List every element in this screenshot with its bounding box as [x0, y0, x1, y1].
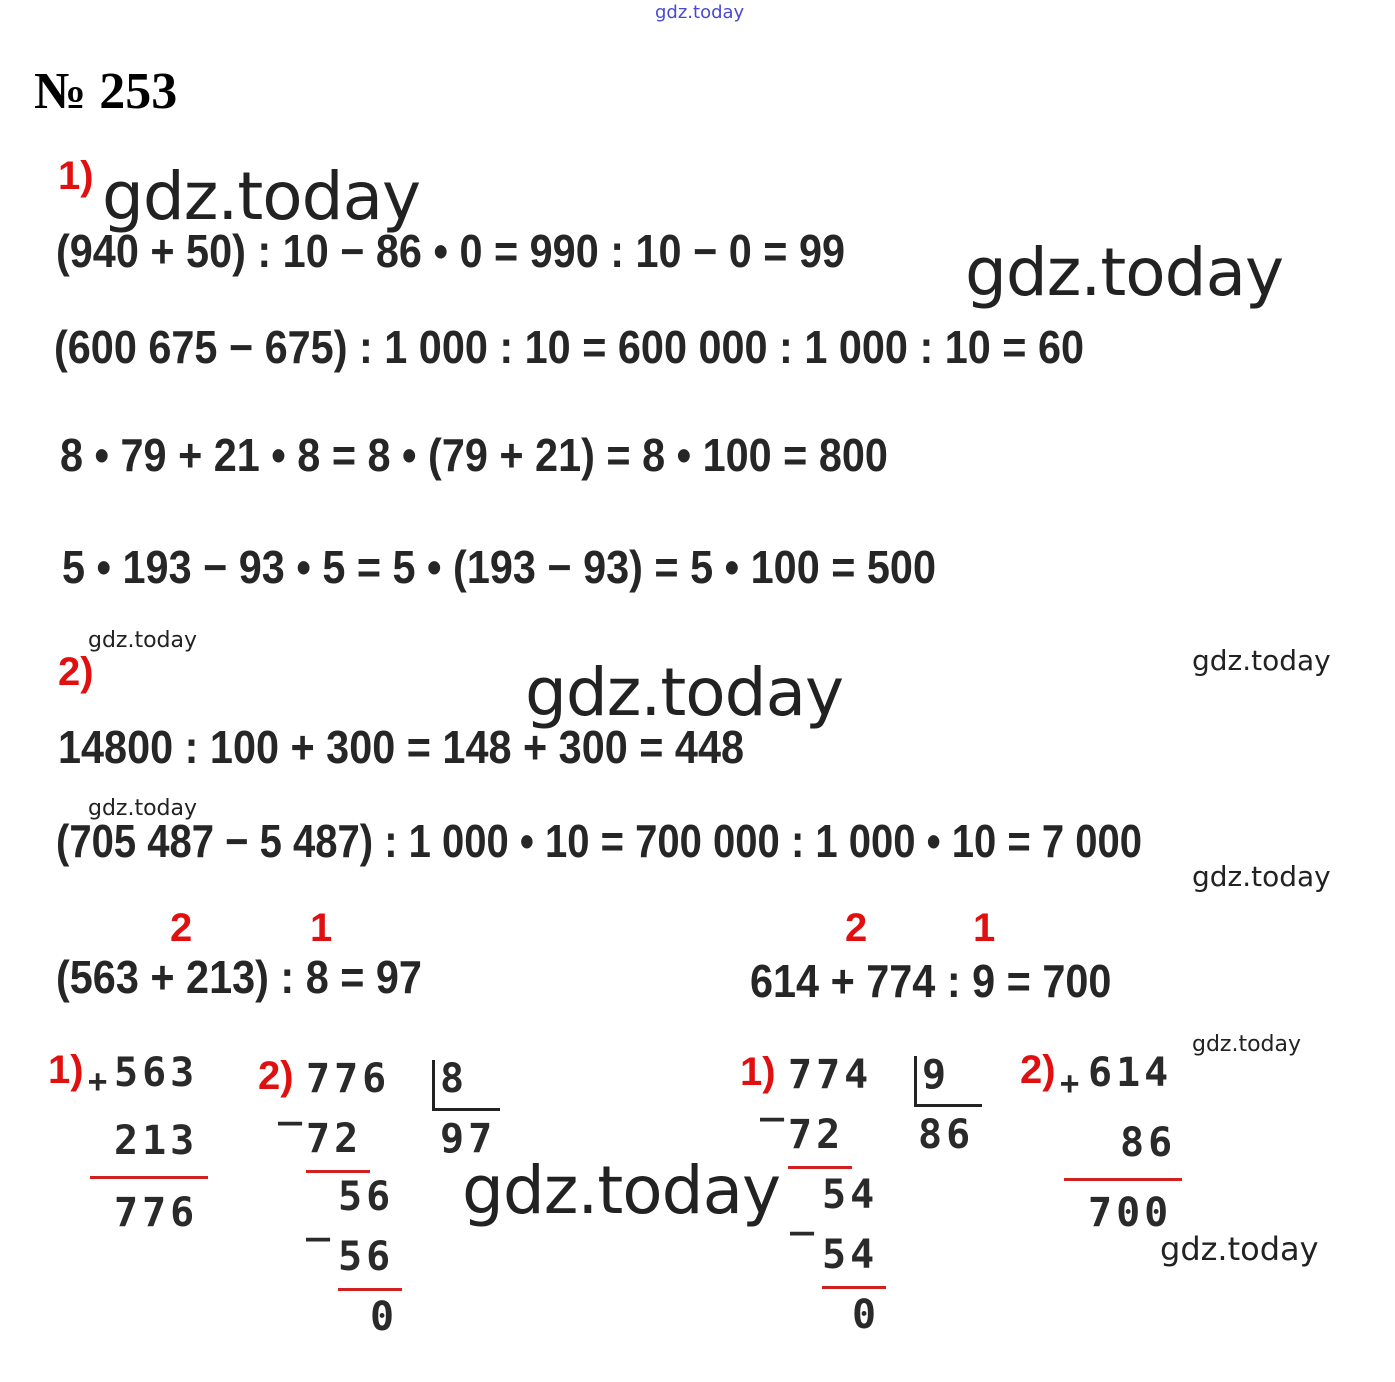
part1-marker: 1): [58, 154, 94, 198]
right-add-top: 614: [1088, 1050, 1173, 1096]
right-div-minus-1: _: [760, 1076, 789, 1122]
watermark-big-1: gdz.today: [102, 158, 421, 235]
right-add-label: 2): [1020, 1048, 1056, 1092]
left-expression: (563 + 213) : 8 = 97: [56, 951, 422, 1003]
part2-line-1: 14800 : 100 + 300 = 148 + 300 = 448: [58, 721, 745, 773]
right-order-1: 1: [973, 906, 996, 950]
right-add-result: 700: [1088, 1190, 1173, 1236]
right-div-rem1: 54: [822, 1172, 879, 1218]
left-order-2: 2: [170, 906, 193, 950]
part1-line-1: (940 + 50) : 10 − 86 • 0 = 990 : 10 − 0 = 99: [56, 225, 846, 277]
watermark-big-3: gdz.today: [525, 654, 844, 731]
right-div-label: 1): [740, 1050, 776, 1094]
right-expression: 614 + 774 : 9 = 700: [750, 955, 1112, 1007]
part1-line-4: 5 • 193 − 93 • 5 = 5 • (193 − 93) = 5 • 100 = 500: [62, 541, 936, 593]
right-div-sub2: 54: [822, 1232, 879, 1278]
left-add-sign: +: [88, 1062, 112, 1100]
left-div-bar: [432, 1060, 435, 1110]
left-div-underbar: [432, 1108, 500, 1111]
part1-line-2: (600 675 − 675) : 1 000 : 10 = 600 000 : 1 000 : 10 = 60: [54, 321, 1085, 373]
left-div-dividend: 776: [306, 1056, 391, 1102]
right-div-quotient: 86: [918, 1112, 975, 1158]
right-add-sign: +: [1060, 1064, 1084, 1102]
left-div-line-2: [338, 1288, 402, 1291]
part2-line-2: (705 487 − 5 487) : 1 000 • 10 = 700 000 : 1 000 • 10 = 7 000: [56, 815, 1143, 867]
right-div-bar: [914, 1056, 917, 1106]
right-add-bottom: 86: [1120, 1120, 1177, 1166]
right-add-line: [1064, 1178, 1182, 1181]
part1-line-3: 8 • 79 + 21 • 8 = 8 • (79 + 21) = 8 • 100 = 800: [60, 429, 888, 481]
left-div-divisor: 8: [440, 1056, 469, 1102]
watermark-small-2: gdz.today: [1192, 644, 1331, 677]
left-div-rem1: 56: [338, 1174, 395, 1220]
part2-marker: 2): [58, 650, 94, 694]
left-div-sub1: 72: [306, 1116, 363, 1162]
right-div-minus-2: _: [790, 1190, 819, 1236]
left-div-rem2: 0: [370, 1294, 399, 1340]
left-div-label: 2): [258, 1054, 294, 1098]
left-add-bottom: 213: [114, 1118, 199, 1164]
watermark-small-3: gdz.today: [88, 796, 198, 821]
watermark-big-2: gdz.today: [965, 234, 1284, 311]
right-div-sub1: 72: [788, 1112, 845, 1158]
left-div-line-1: [306, 1170, 370, 1173]
left-div-quotient: 97: [440, 1116, 497, 1162]
left-add-line: [90, 1176, 208, 1179]
right-div-dividend: 774: [788, 1052, 873, 1098]
exercise-title: № 253: [34, 63, 178, 120]
right-div-underbar: [914, 1104, 982, 1107]
left-order-1: 1: [310, 906, 333, 950]
right-div-line-2: [822, 1286, 886, 1289]
right-order-2: 2: [845, 906, 868, 950]
left-div-minus-2: _: [306, 1196, 335, 1242]
left-add-top: 563: [114, 1050, 199, 1096]
left-add-result: 776: [114, 1190, 199, 1236]
watermark-big-4: gdz.today: [462, 1152, 781, 1229]
left-div-minus-1: _: [278, 1080, 307, 1126]
watermark-small-4: gdz.today: [1192, 860, 1331, 893]
left-div-sub2: 56: [338, 1234, 395, 1280]
watermark-small-1: gdz.today: [88, 628, 198, 653]
watermark-top: gdz.today: [655, 2, 745, 23]
watermark-small-5: gdz.today: [1192, 1032, 1302, 1057]
watermark-small-6: gdz.today: [1160, 1230, 1319, 1268]
right-div-line-1: [788, 1166, 852, 1169]
right-div-rem2: 0: [852, 1292, 881, 1338]
left-add-label: 1): [48, 1048, 84, 1092]
right-div-divisor: 9: [922, 1052, 951, 1098]
